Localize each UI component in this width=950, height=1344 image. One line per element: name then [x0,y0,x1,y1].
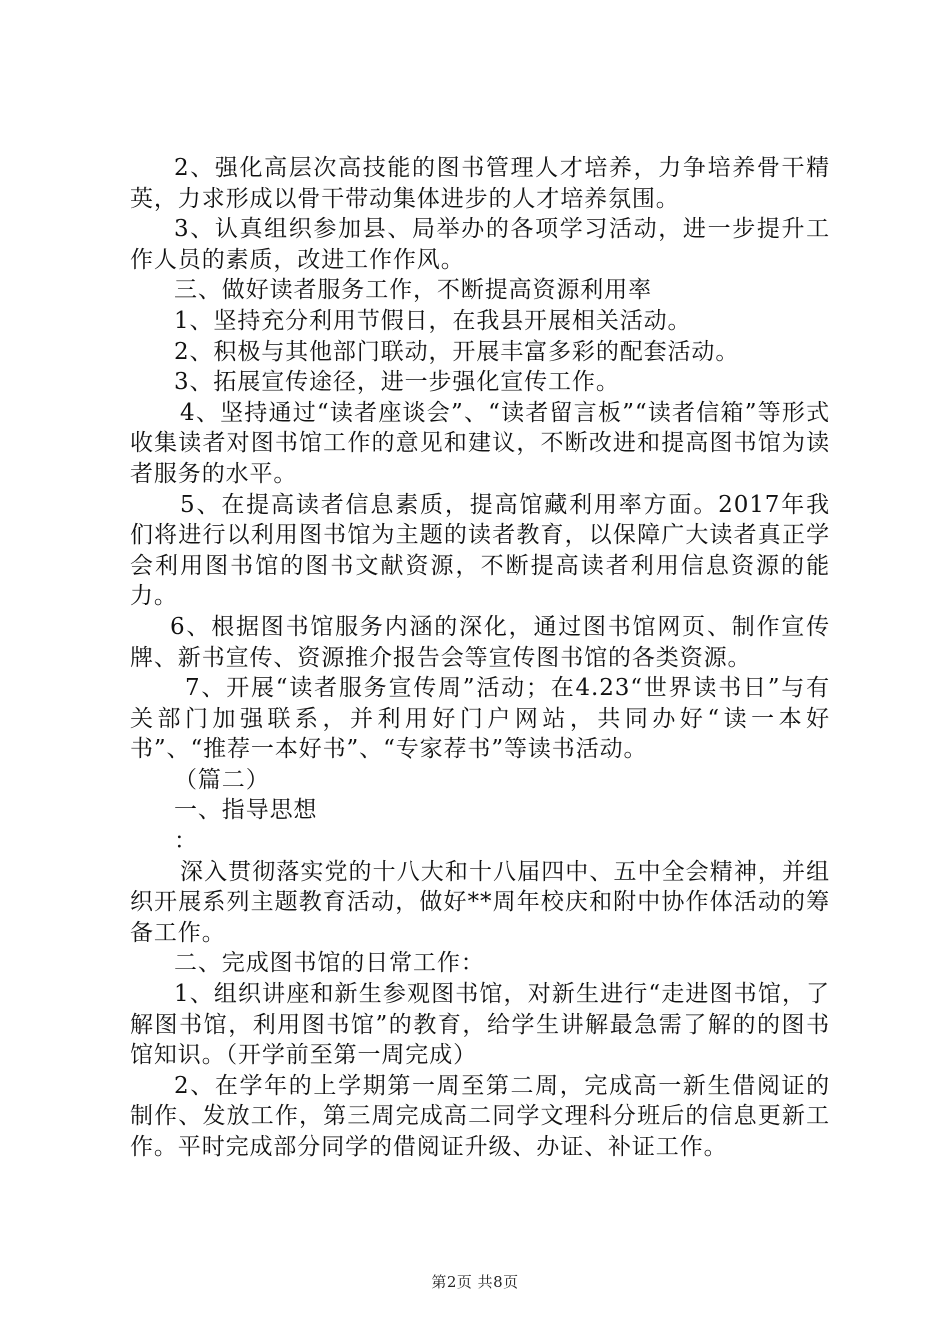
part-two-heading: （篇二） [174,766,270,793]
paragraph-9: 6、根据图书馆服务内涵的深化，通过图书馆网页、制作宣传牌、新书宣传、资源推介报告会等宣传图书馆的各类资源。 [130,613,830,671]
paragraph-5: 2、积极与其他部门联动，开展丰富多彩的配套活动。 [174,338,740,365]
paragraph-guiding-thought: 深入贯彻落实党的十八大和十八届四中、五中全会精神，并组织开展系列主题教育活动，做好**周年校庆和附中协作体活动的筹备工作。 [130,858,830,946]
paragraph-2: 3、认真组织参加县、局举办的各项学习活动，进一步提升工作人员的素质，改进工作作风。 [130,216,830,273]
document-body [130,153,830,1163]
colon-line: ： [174,828,198,855]
paragraph-1: 2、强化高层次高技能的图书管理人才培养，力争培养骨干精英，力求形成以骨干带动集体进步的人才培养氛围。 [130,155,830,212]
paragraph-10: 7、开展“读者服务宣传周”活动；在4.23“世界读书日”与有关部门加强联系，并利用好门户网站，共同办好“读一本好书”、“推荐一本好书”、“专家荐书”等读书活动。 [130,675,830,763]
paragraph-6: 3、拓展宣传途径，进一步强化宣传工作。 [174,369,620,396]
paragraph-daily-work-1: 1、组织讲座和新生参观图书馆，对新生进行“走进图书馆，了解图书馆，利用图书馆”的教育，给学生讲解最急需了解的的图书馆知识。（开学前至第一周完成） [130,981,830,1069]
section-heading-3: 三、做好读者服务工作，不断提高资源利用率 [174,277,652,304]
section-heading-daily-work: 二、完成图书馆的日常工作： [174,950,485,977]
section-heading-guiding-thought: 一、指导思想 [174,797,318,824]
page-footer: 第2页 共8页 [431,1273,519,1291]
paragraph-7: 4、坚持通过“读者座谈会”、“读者留言板”“读者信箱”等形式收集读者对图书馆工作的意见和建议，不断改进和提高图书馆为读者服务的水平。 [130,399,830,487]
paragraph-4: 1、坚持充分利用节假日，在我县开展相关活动。 [174,307,692,334]
paragraph-8: 5、在提高读者信息素质，提高馆藏利用率方面。2017年我们将进行以利用图书馆为主题的读者教育，以保障广大读者真正学会利用图书馆的图书文献资源，不断提高读者利用信息资源的能力。 [130,491,830,610]
paragraph-daily-work-2: 2、在学年的上学期第一周至第二周，完成高一新生借阅证的制作、发放工作，第三周完成高二同学文理科分班后的信息更新工作。平时完成部分同学的借阅证升级、办证、补证工作。 [130,1072,830,1160]
